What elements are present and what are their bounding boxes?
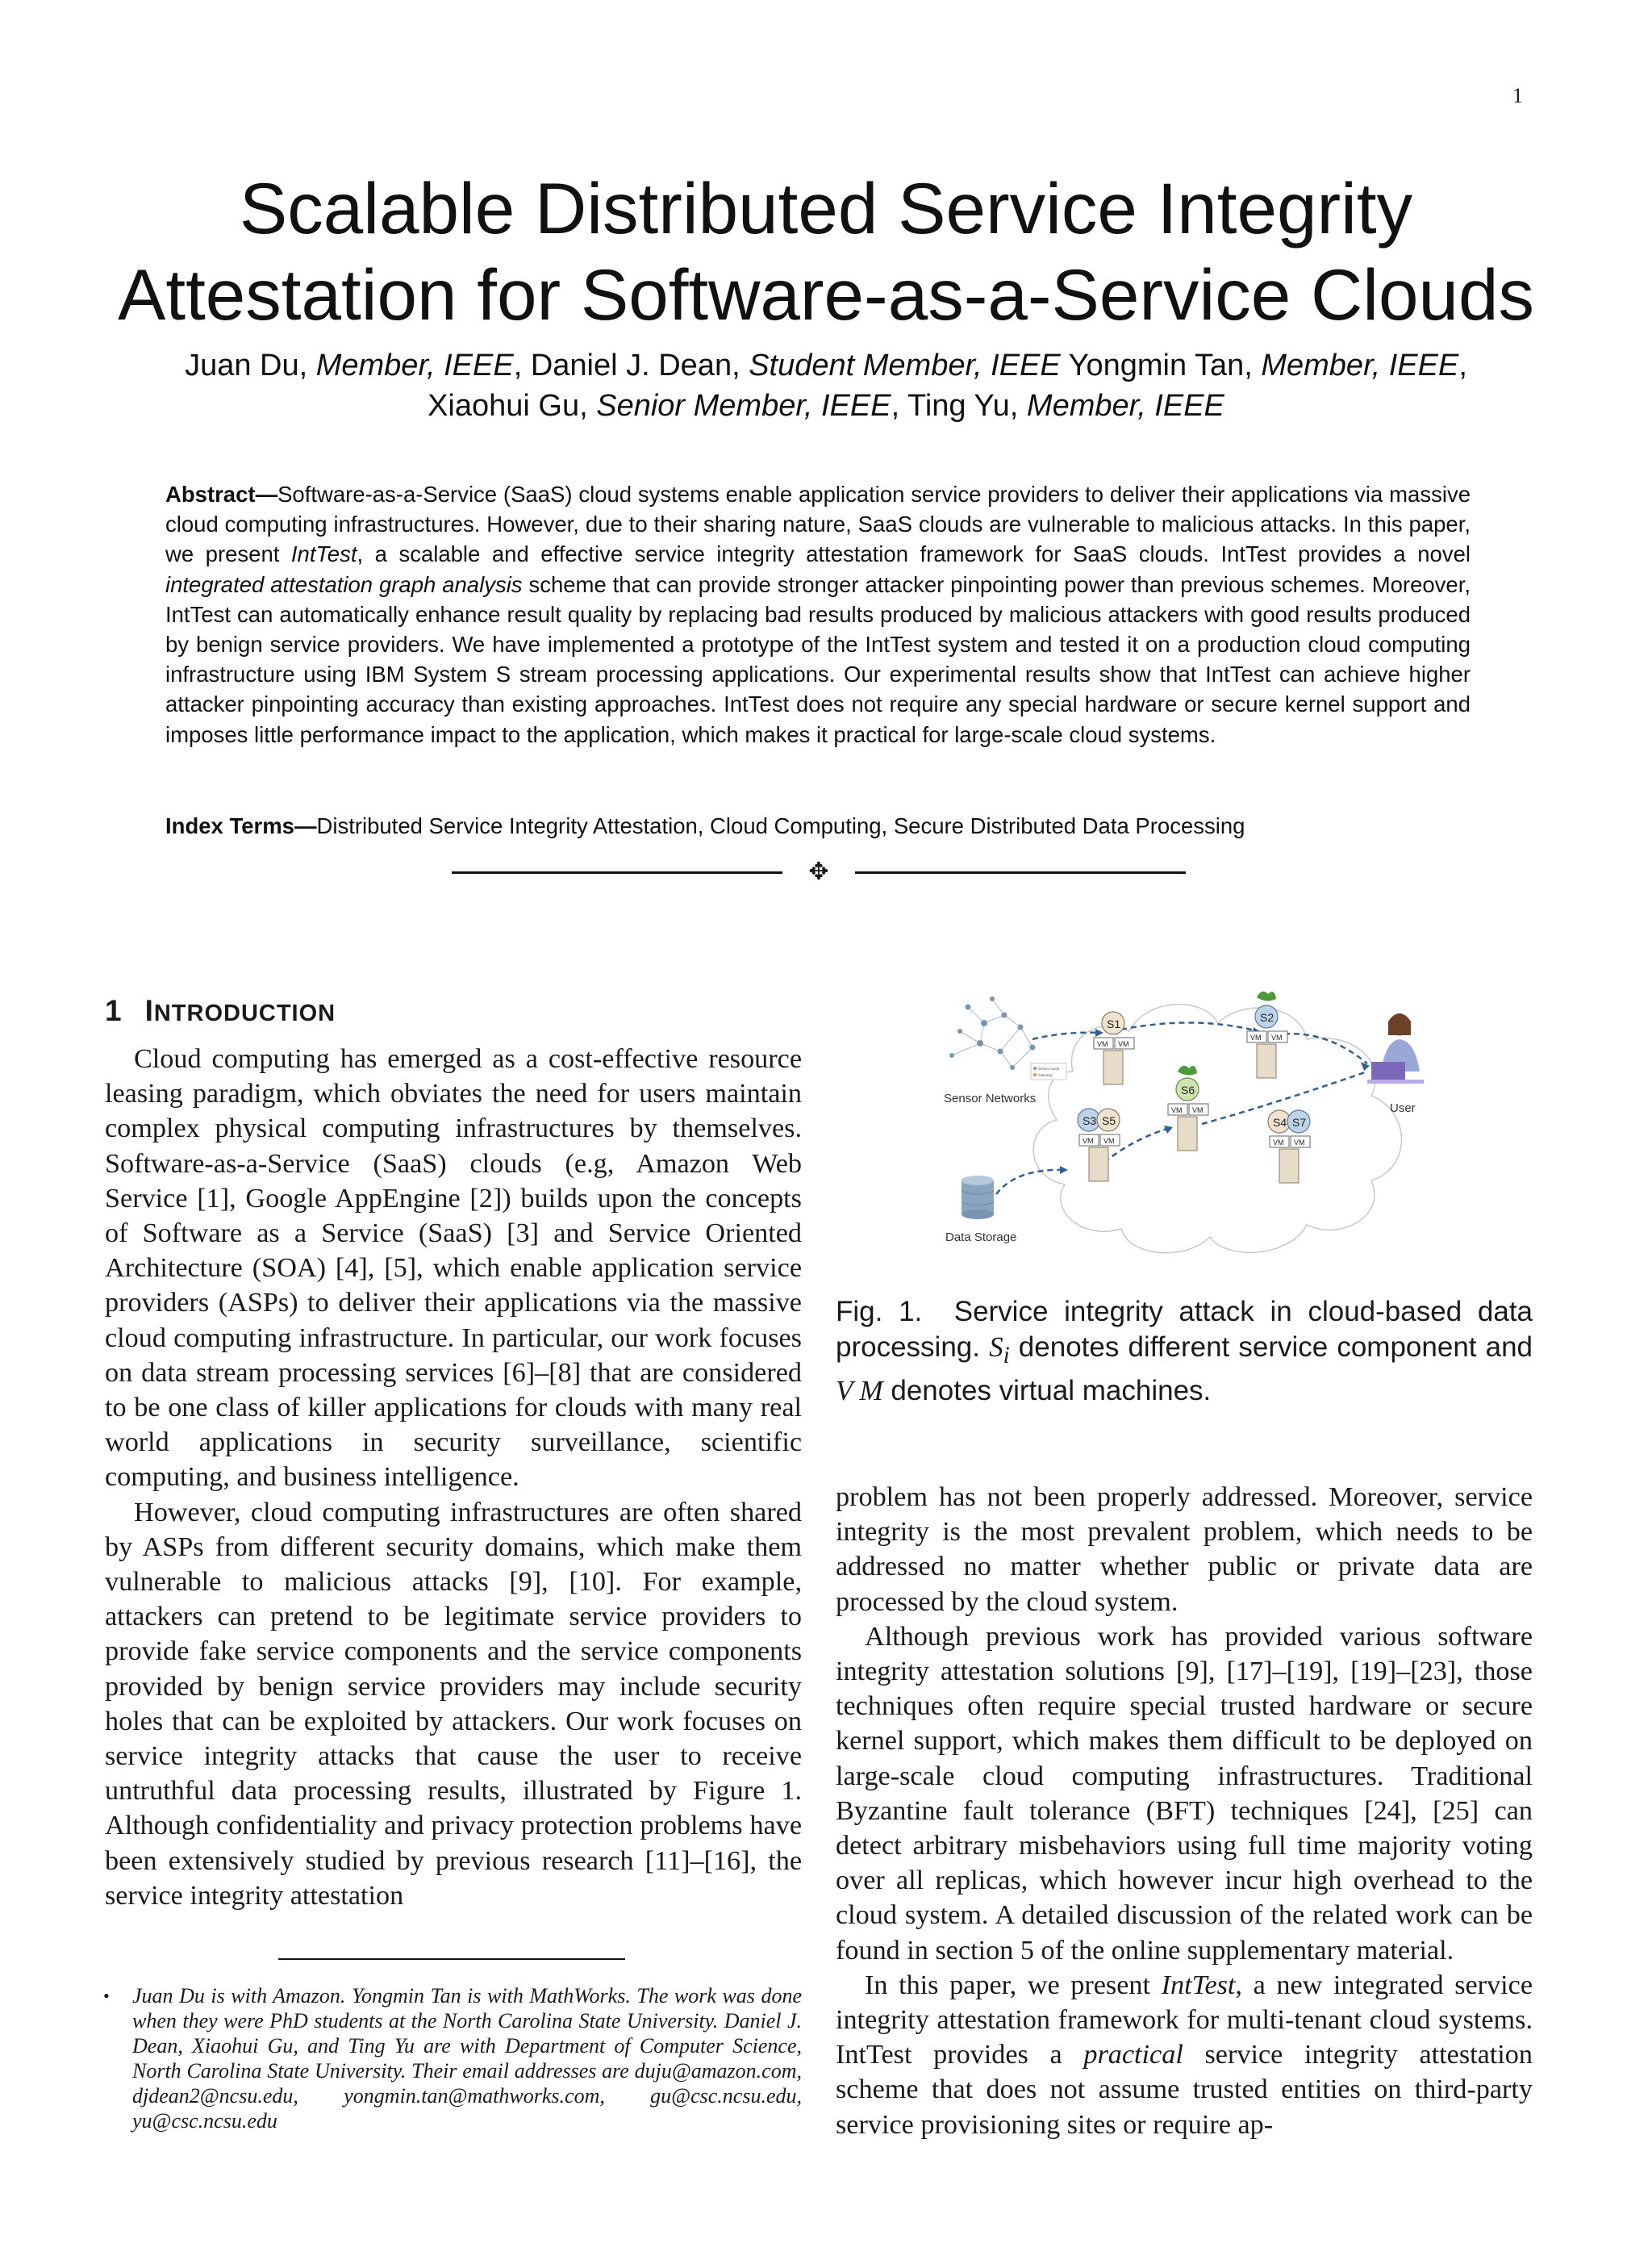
title-line-2: Attestation for Software-as-a-Service Clouds	[117, 254, 1534, 335]
user-icon	[1367, 1013, 1424, 1084]
node-label: S4	[1273, 1116, 1287, 1129]
vm-label: VM	[1118, 1040, 1129, 1048]
title-line-1: Scalable Distributed Service Integrity	[239, 168, 1413, 249]
vm-label: VM	[1271, 1034, 1283, 1042]
section-title-initial: I	[144, 994, 154, 1027]
abstract-label: Abstract	[165, 482, 256, 507]
abstract-text: scheme that can provide stronger attacker pinpointing power than previous schemes. Moreover, IntTest can automatically enhance result quality by replacing bad results produced by malicious attackers with good results produced by benign service providers. We have implemented a prototype of the IntTest system and tested it on a production cloud computing infrastructure using IBM System S stream processing applications. Our experimental results show that IntTest can achieve higher attacker pinpointing accuracy than existing approaches. IntTest does not require any special hardware or secure kernel support and imposes little performance impact to the application, which makes it practical for large-scale cloud systems.	[165, 571, 1471, 747]
abstract	[165, 479, 1471, 750]
caption-math: S	[989, 1331, 1003, 1363]
body-column-right	[836, 1480, 1533, 2142]
vm-label: VM	[1192, 1106, 1204, 1114]
section-title-rest: NTRODUCTION	[153, 1001, 336, 1026]
paragraph-emphasis: IntTest	[1161, 1970, 1236, 2000]
paragraph-text: , a new integrated service integrity attestation framework for multi-tenant cloud systems. IntTest provides a	[836, 1970, 1533, 2070]
paragraph: problem has not been properly addressed. Moreover, service integrity is the most prevalent problem, which needs to be addressed no matter whether public or private data are processed by the cloud system.	[836, 1482, 1533, 1617]
label-data-storage: Data Storage	[945, 1230, 1017, 1244]
author-name: , Ting Yu,	[891, 389, 1027, 423]
caption-math: V M	[836, 1375, 883, 1406]
caption-text: denotes different service component and	[1009, 1331, 1533, 1363]
index-terms-dash: —	[294, 813, 317, 838]
abstract-text: Software-as-a-Service (SaaS) cloud systems enable application service providers to deliver their applications via massive cloud computing infrastructures. However, due to their sharing nature, SaaS clouds are vulnerable to malicious attacks. In this paper, we present	[165, 482, 1471, 567]
authors-line-1	[0, 345, 1652, 386]
node-label: S6	[1181, 1084, 1195, 1097]
author-role: Member, IEEE	[1261, 349, 1459, 382]
author-role: Student Member, IEEE	[749, 349, 1061, 382]
vm-label: VM	[1273, 1138, 1284, 1147]
vm-label: VM	[1083, 1137, 1094, 1145]
label-user: User	[1390, 1101, 1416, 1115]
caption-text: Service integrity attack in cloud-based data processing.	[836, 1296, 1533, 1363]
data-storage-icon	[962, 1176, 994, 1219]
footnote-rule	[278, 1958, 625, 1960]
separator-line-right	[855, 871, 1186, 874]
attacker-icon	[1257, 992, 1276, 1001]
abstract-text: , a scalable and effective service integrity attestation framework for SaaS clouds. IntTest provides a novel	[357, 541, 1471, 567]
author-name: Juan Du,	[185, 349, 316, 382]
footnote-text: Juan Du is with Amazon. Yongmin Tan is with MathWorks. The work was done when they were PhD students at the North Carolina State University. Daniel J. Dean, Xiaohui Gu, and Ting Yu are with Department of Computer Science, North Carolina State University. Their email addresses are duju@amazon.com, djdean2@ncsu.edu, yongmin.tan@mathworks.com, gu@csc.ncsu.edu, yu@csc.ncsu.edu	[132, 1984, 802, 2133]
figure-1-diagram	[936, 983, 1452, 1273]
abstract-dash: —	[255, 482, 278, 507]
author-list	[0, 345, 1652, 426]
node-label: S1	[1107, 1017, 1121, 1030]
node-label: S3	[1083, 1114, 1097, 1127]
section-heading	[105, 994, 336, 1028]
separator-ornament-icon: ✥	[808, 859, 829, 885]
paragraph-text: In this paper, we present	[865, 1970, 1162, 2000]
section-separator	[452, 860, 1186, 884]
legend-sensor-node: Sensor Node	[1038, 1067, 1060, 1071]
index-terms	[165, 811, 1471, 841]
author-role: Member, IEEE	[315, 349, 514, 382]
caption-math-sub: i	[1003, 1342, 1010, 1368]
separator-line-left	[452, 871, 782, 874]
paper-title	[0, 165, 1652, 338]
author-name: Xiaohui Gu,	[428, 389, 597, 423]
paragraph: Although previous work has provided various software integrity attestation solutions [9], [17]–[19], [19]–[23], those techniques often require special trusted hardware or secure kernel support, which makes them difficult to be deployed on large-scale cloud computing infrastructures. Traditional Byzantine fault tolerance (BFT) techniques [24], [25] can detect arbitrary misbehaviors using full time majority voting over all replicas, which however incur high overhead to the cloud system. A detailed discussion of the related work can be found in section 5 of the online supplementary material.	[836, 1621, 1533, 1966]
section-number: 1	[105, 994, 123, 1027]
author-role: Senior Member, IEEE	[596, 389, 891, 423]
figure-1-caption	[836, 1294, 1533, 1409]
footnote	[105, 1983, 802, 2133]
vm-label: VM	[1103, 1137, 1115, 1145]
index-terms-text: Distributed Service Integrity Attestation, Cloud Computing, Secure Distributed Data Processing	[316, 813, 1245, 838]
author-role: Member, IEEE	[1026, 389, 1224, 423]
author-name: Yongmin Tan,	[1060, 349, 1262, 382]
legend-gateway: Gateway	[1038, 1073, 1053, 1077]
page-number: 1	[1512, 84, 1523, 107]
sensor-network-graph	[949, 996, 1066, 1080]
node-label: S2	[1260, 1011, 1274, 1024]
caption-prefix: Fig. 1.	[836, 1296, 923, 1327]
body-column-left	[105, 1042, 802, 1913]
paragraph: Cloud computing has emerged as a cost-effective resource leasing paradigm, which obviates the need for users maintain complex physical computing infrastructures by themselves. Software-as-a-Service (SaaS) clouds (e.g, Amazon Web Service [1], Google AppEngine [2]) builds upon the concepts of Software as a Service (SaaS) [3] and Service Oriented Architecture (SOA) [4], [5], which enable application service providers (ASPs) to deliver their applications via the massive cloud computing infrastructure. In particular, our work focuses on data stream processing services [6]–[8] that are considered to be one class of killer applications for clouds with many real world applications in security surveillance, scientific computing, and business intelligence.	[105, 1044, 802, 1493]
paragraph-text: service integrity attestation scheme that does not assume trusted entities on third-party service provisioning sites or require ap-	[836, 2040, 1533, 2140]
abstract-emphasis: integrated attestation graph analysis	[165, 571, 523, 597]
paragraph	[836, 1968, 1533, 2142]
author-name: ,	[1458, 349, 1467, 382]
vm-label: VM	[1294, 1138, 1305, 1147]
paragraph-emphasis: practical	[1083, 2040, 1183, 2070]
vm-label: VM	[1250, 1034, 1262, 1042]
vm-label: VM	[1171, 1106, 1183, 1114]
label-sensor-networks: Sensor Networks	[944, 1092, 1037, 1105]
caption-text: denotes virtual machines.	[882, 1375, 1212, 1406]
vm-label: VM	[1097, 1040, 1108, 1048]
node-label: S5	[1102, 1114, 1116, 1127]
index-terms-label: Index Terms	[165, 813, 294, 838]
node-label: S7	[1292, 1116, 1307, 1129]
abstract-emphasis: IntTest	[290, 541, 357, 567]
paragraph: However, cloud computing infrastructures are often shared by ASPs from different security domains, which make them vulnerable to malicious attacks [9], [10]. For example, attackers can pretend to be legitimate service providers to provide fake service components and the service components provided by benign service providers may include security holes that can be exploited by attackers. Our work focuses on service integrity attacks that cause the user to receive untruthful data processing results, illustrated by Figure 1. Although confidentiality and privacy protection problems have been extensively studied by previous research [11]–[16], the service integrity attestation	[105, 1497, 802, 1911]
author-name: , Daniel J. Dean,	[513, 349, 749, 382]
footnote-bullet: •	[103, 1986, 110, 2006]
authors-line-2	[0, 386, 1652, 426]
